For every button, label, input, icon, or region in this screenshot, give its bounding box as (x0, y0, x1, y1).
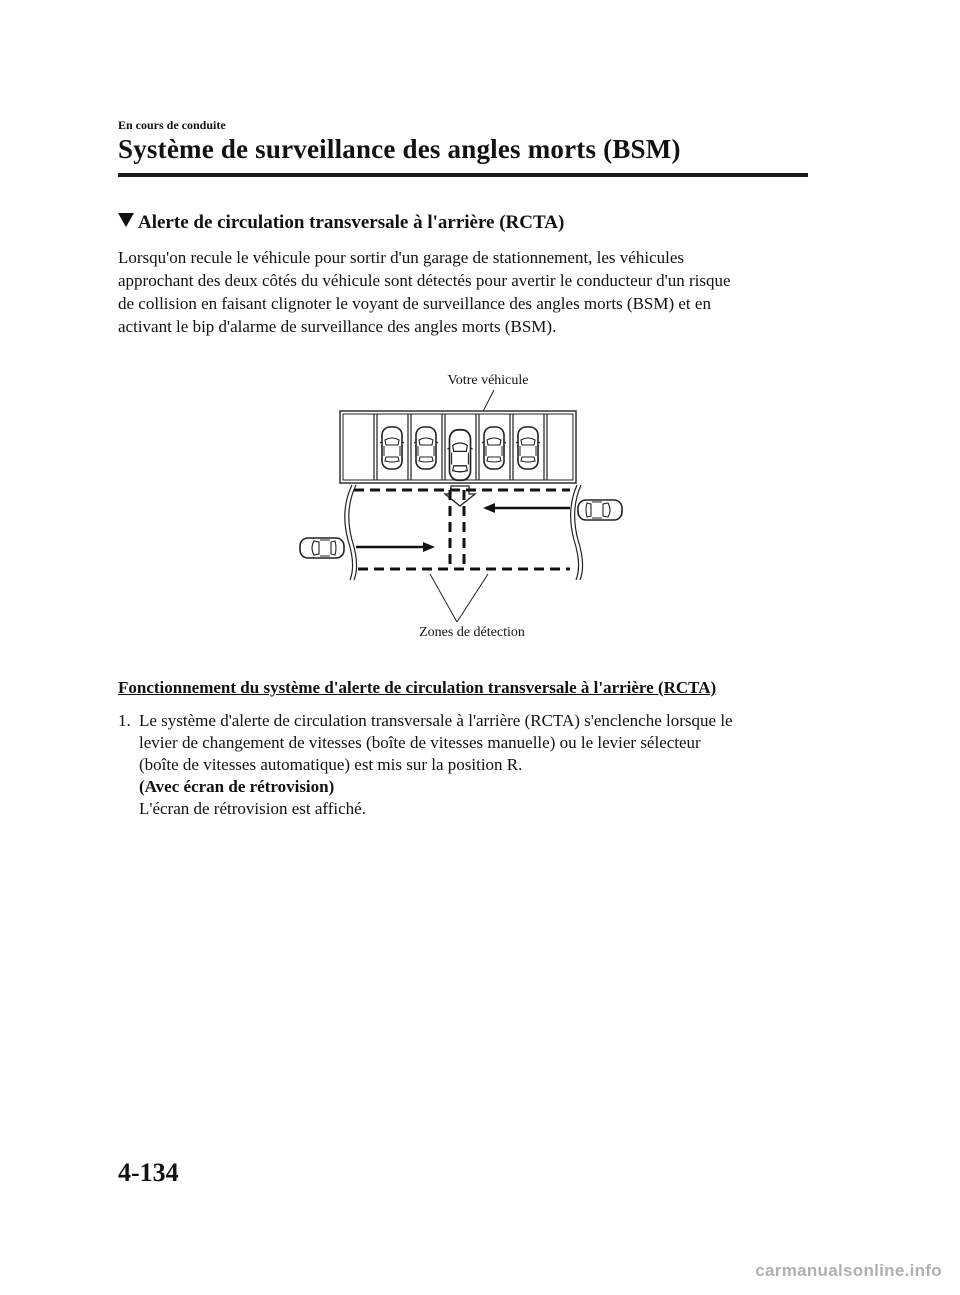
section-paragraph (118, 246, 818, 338)
approaching-car-left (300, 538, 344, 558)
section-heading (118, 212, 564, 234)
step-condition: (Avec écran de rétrovision) (139, 777, 335, 796)
paragraph-line: Lorsqu'on recule le véhicule pour sortir d'un garage de stationnement, les véhicules (118, 248, 684, 267)
operation-heading: Fonctionnement du système d'alerte de circulation transversale à l'arrière (RCTA) (118, 678, 717, 697)
chapter-label: En cours de conduite (118, 118, 226, 132)
step-body (139, 710, 733, 820)
own-vehicle (447, 430, 472, 480)
paragraph-line: activant le bip d'alarme de surveillance des angles morts (BSM). (118, 317, 557, 336)
step-line: levier de changement de vitesses (boîte de vitesses manuelle) ou le levier sélecteur (139, 733, 701, 752)
rcta-diagram (280, 360, 660, 650)
step-line: (boîte de vitesses automatique) est mis sur la position R. (139, 755, 523, 774)
triangle-down-icon (118, 213, 134, 227)
parked-car (380, 427, 404, 469)
title-divider (118, 173, 808, 177)
parked-car (482, 427, 506, 469)
watermark: carmanualsonline.info (755, 1261, 942, 1280)
step-number: 1. (118, 711, 131, 730)
approach-arrow-left (356, 542, 435, 552)
parked-car (414, 427, 438, 469)
section-heading-text: Alerte de circulation transversale à l'arrière (RCTA) (138, 212, 565, 233)
leader-line-bottom-left (430, 574, 457, 622)
label-votre-vehicule: Votre véhicule (447, 373, 529, 388)
page-number: 4-134 (118, 1158, 179, 1187)
approach-arrow-right (483, 503, 570, 513)
page-title: Système de surveillance des angles morts (BSM) (118, 134, 681, 164)
paragraph-line: de collision en faisant clignoter le voyant de surveillance des angles morts (BSM) et en (118, 294, 711, 313)
step-result: L'écran de rétrovision est affiché. (139, 799, 366, 818)
parked-car (516, 427, 540, 469)
approaching-car-right (578, 500, 622, 520)
leader-line-bottom-right (457, 574, 488, 622)
step-line: Le système d'alerte de circulation transversale à l'arrière (RCTA) s'enclenche lorsque le (139, 711, 733, 730)
paragraph-line: approchant des deux côtés du véhicule sont détectés pour avertir le conducteur d'un risque (118, 271, 731, 290)
label-zones-detection: Zones de détection (419, 625, 525, 640)
